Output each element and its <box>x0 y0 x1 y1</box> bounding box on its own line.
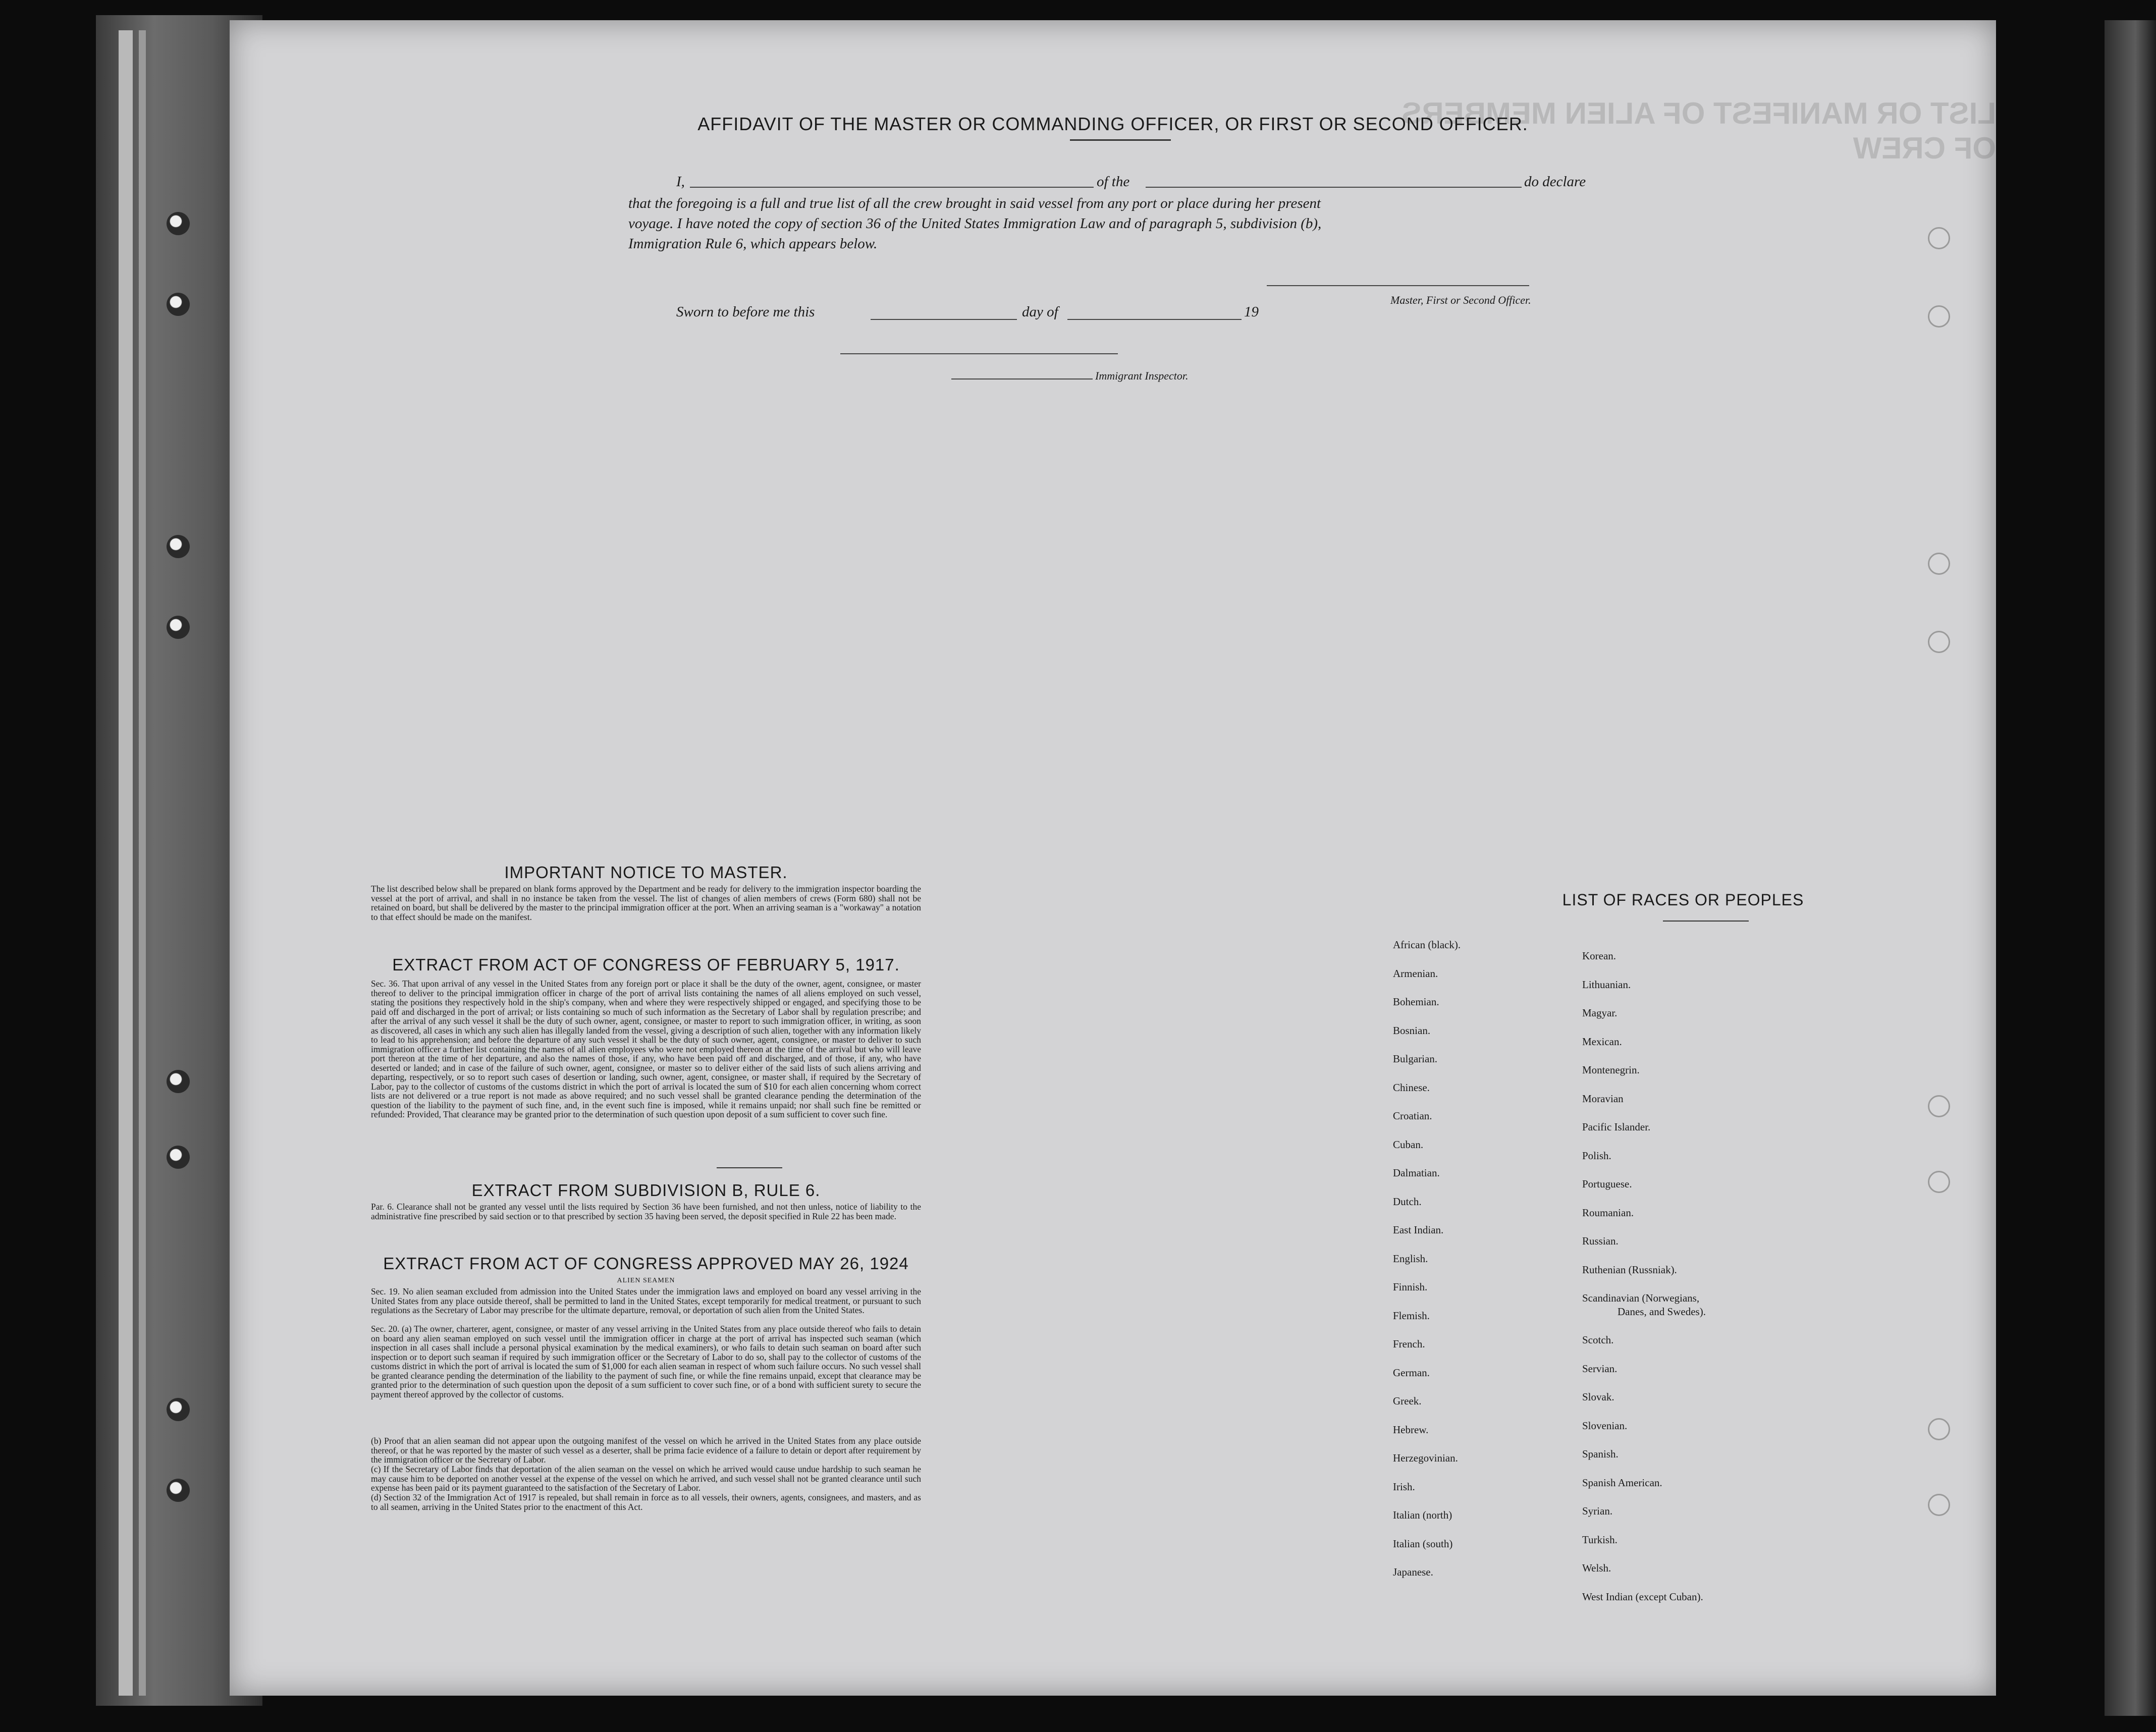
race-item: Slovenian. <box>1582 1419 1628 1432</box>
race-item: Korean. <box>1582 950 1616 962</box>
binder-hole-icon <box>167 1146 190 1169</box>
race-item: Syrian. <box>1582 1505 1613 1517</box>
race-item: West Indian (except Cuban). <box>1582 1590 1703 1603</box>
race-item: Herzegovinian. <box>1393 1452 1458 1464</box>
affidavit-text-line3: voyage. I have noted the copy of section 36 of the United States Immigration Law and of paragraph 5, subdivision (b), <box>628 215 1322 232</box>
race-item: Irish. <box>1393 1480 1415 1493</box>
master-signature-field[interactable] <box>1267 285 1529 286</box>
affidavit-text-line2: that the foregoing is a full and true list of all the crew brought in said vessel from any port or place during her present <box>628 195 1321 211</box>
race-item: Flemish. <box>1393 1309 1430 1322</box>
punch-hole-icon <box>1928 631 1950 653</box>
punch-hole-icon <box>1928 305 1950 328</box>
affidavit-text-line4: Immigration Rule 6, which appears below. <box>628 236 878 252</box>
race-item: Russian. <box>1582 1235 1619 1247</box>
race-item: Bulgarian. <box>1393 1053 1438 1065</box>
race-item: Roumanian. <box>1582 1206 1634 1219</box>
binder-hole-icon <box>167 535 190 558</box>
extract-1917-text: Sec. 36. That upon arrival of any vessel in the United States from any foreign port or place it shall be the duty of the owner, agent, consignee, or master thereof to deliver to the principal immigration officer in charge of the port of arrival lists containing the names of all aliens employed on such vessel, stating the positions they respectively hold in the ship's company, when and where they were respectively shipped or engaged, and specifying those to be paid off and discharged in the port of arrival; or lists containing so much of such information as the Secretary of Labor shall by regulation prescribe; and after the arrival of any such vessel it shall be the duty of such owner, agent, consignee, or master to report to such immigration officer, in writing, as soon as discovered, all cases in which any such alien has illegally landed from the vessel, giving a description of such alien, together with any information likely to lead to his apprehension; and before the departure of any such vessel it shall be the duty of such owner, agent, consignee, or master to deliver to such immigration officer a further list containing the names of all alien employees who were not employed thereon at the time of the arrival but who will leave port thereon at the time of her departure, and also the names of those, if any, who have been paid off and discharged, and of those, if any, who have deserted or landed; and in case of the failure of such owner, agent, consignee, or master so to deliver either of the said lists of such aliens arriving and departing, respectively, or so to report such cases of desertion or landing, such owner, agent, consignee, or master shall, if required by the Secretary of Labor, pay to the collector of customs of the customs district in which the port of arrival is located the sum of $10 for each alien concerning whom correct lists are not delivered or a true report is not made as above required; and no such vessel shall be granted clearance pending the determination of the question of the liability to the payment of such fine, and, in the event such fine is imposed, while it remains unpaid; nor shall such fine be remitted or refunded: Provided, That clearance may be granted prior to the determination of such question upon deposit of a sum sufficient to cover such fine. <box>371 979 921 1119</box>
race-item: German. <box>1393 1366 1430 1379</box>
name-field[interactable] <box>690 187 1094 188</box>
race-item: French. <box>1393 1338 1425 1350</box>
sworn-label: Sworn to before me this <box>676 304 815 320</box>
sworn-day-field[interactable] <box>871 319 1017 320</box>
affidavit-i-label: I, <box>676 174 685 190</box>
race-item: Finnish. <box>1393 1281 1428 1293</box>
race-item: Lithuanian. <box>1582 978 1631 991</box>
binder-page-edge-2 <box>139 30 146 1696</box>
divider <box>717 1167 782 1168</box>
race-item: Italian (north) <box>1393 1509 1452 1521</box>
race-item: Polish. <box>1582 1149 1611 1162</box>
race-item: Scotch. <box>1582 1334 1614 1346</box>
race-item: Bosnian. <box>1393 1024 1431 1037</box>
punch-hole-icon <box>1928 227 1950 249</box>
race-item: Danes, and Swedes). <box>1618 1305 1706 1318</box>
sworn-month-field[interactable] <box>1067 319 1242 320</box>
race-item: Magyar. <box>1582 1007 1618 1019</box>
extract-1917-title: EXTRACT FROM ACT OF CONGRESS OF FEBRUARY 5, 1917. <box>392 955 900 974</box>
year-prefix-label: 19 <box>1244 304 1259 320</box>
race-item: Dalmatian. <box>1393 1167 1440 1179</box>
race-item: Slovak. <box>1582 1391 1614 1403</box>
inspector-signature-field-1[interactable] <box>840 353 1118 354</box>
extract-1924-sec20d: (d) Section 32 of the Immigration Act of 1917 is repealed, but shall remain in force as to all vessels, their owners, agents, consignees, and masters, and as to all seamen, arriving in the United States prior to the enactment of this Act. <box>371 1492 921 1512</box>
race-item: Italian (south) <box>1393 1537 1453 1550</box>
master-signature-label: Master, First or Second Officer. <box>1390 294 1531 306</box>
do-declare-label: do declare <box>1524 174 1586 190</box>
binder-hole-icon <box>167 212 190 235</box>
race-item: Greek. <box>1393 1395 1422 1407</box>
race-item: Bohemian. <box>1393 996 1439 1008</box>
facing-page-edge <box>2105 20 2156 1716</box>
day-of-label: day of <box>1022 304 1058 320</box>
binder-hole-icon <box>167 1398 190 1421</box>
punch-hole-icon <box>1928 1418 1950 1440</box>
inspector-label: Immigrant Inspector. <box>1095 369 1189 382</box>
race-item: Portuguese. <box>1582 1178 1632 1190</box>
race-item: Spanish. <box>1582 1448 1619 1460</box>
race-item: Japanese. <box>1393 1566 1433 1578</box>
extract-rule6-title: EXTRACT FROM SUBDIVISION B, RULE 6. <box>471 1181 821 1200</box>
race-item: Welsh. <box>1582 1562 1611 1574</box>
race-item: Chinese. <box>1393 1081 1430 1094</box>
bleed-through-text: LIST OR MANIFEST OF ALIEN MEMBERS OF CREW <box>1402 96 1996 165</box>
punch-hole-icon <box>1928 1171 1950 1193</box>
divider <box>1663 921 1749 922</box>
notice-title: IMPORTANT NOTICE TO MASTER. <box>504 863 788 882</box>
binder-hole-icon <box>167 616 190 639</box>
vessel-field[interactable] <box>1146 187 1522 188</box>
race-item: Mexican. <box>1582 1035 1622 1048</box>
of-the-label: of the <box>1097 174 1130 190</box>
race-item: Armenian. <box>1393 967 1438 980</box>
extract-1924-subtitle: ALIEN SEAMEN <box>617 1277 675 1284</box>
affidavit-title: AFFIDAVIT OF THE MASTER OR COMMANDING OFFICER, OR FIRST OR SECOND OFFICER. <box>697 114 1528 134</box>
extract-1924-title: EXTRACT FROM ACT OF CONGRESS APPROVED MAY 26, 1924 <box>383 1254 909 1273</box>
extract-1924-sec20b: (b) Proof that an alien seaman did not appear upon the outgoing manifest of the vessel on which he arrived in the United States from any place outside thereof, or that he was reported by the master of such vessel as a deserter, shall be prima facie evidence of a failure to detain or deport after requirement by the immigration officer or the Secretary of Labor. <box>371 1436 921 1465</box>
race-item: East Indian. <box>1393 1224 1444 1236</box>
divider <box>1070 139 1171 141</box>
punch-hole-icon <box>1928 1095 1950 1117</box>
race-item: Dutch. <box>1393 1195 1422 1208</box>
extract-rule6-text: Par. 6. Clearance shall not be granted any vessel until the lists required by Section 36 have been furnished, and not then unless, notice of liability to the administrative fine prescribed by said section or to that prescribed by section 35 having been served, the deposit specified in Rule 22 has been made. <box>371 1202 921 1221</box>
manifest-page <box>230 20 1996 1696</box>
binder-page-edge <box>119 30 133 1696</box>
race-item: Ruthenian (Russniak). <box>1582 1263 1677 1276</box>
extract-1924-sec20c: (c) If the Secretary of Labor finds that deportation of the alien seaman on the vessel on which he arrived would cause undue hardship to such seaman he may cause him to be deported on another vessel at the expense of the vessel on which he arrived, and such vessel shall not be granted clearance until such expense has been paid or its payment guaranteed to the satisfaction of the Secretary of Labor. <box>371 1464 921 1493</box>
race-item: English. <box>1393 1252 1428 1265</box>
race-item: Cuban. <box>1393 1138 1424 1151</box>
notice-text: The list described below shall be prepared on blank forms approved by the Department and be ready for delivery to the immigration inspector boarding the vessel at the port of arrival, and shall in no instance be taken from the vessel. The list of changes of alien members of crews (Form 680) shall not be retained on board, but shall be delivered by the master to the principal immigration officer at the port. When an arriving seaman is a "workaway" a notation to that effect should be made on the manifest. <box>371 884 921 922</box>
binder-hole-icon <box>167 1479 190 1502</box>
punch-hole-icon <box>1928 553 1950 575</box>
race-item: Turkish. <box>1582 1533 1618 1546</box>
punch-hole-icon <box>1928 1494 1950 1516</box>
race-item: Montenegrin. <box>1582 1064 1640 1076</box>
race-item: Hebrew. <box>1393 1423 1429 1436</box>
race-item: Spanish American. <box>1582 1476 1662 1489</box>
binder-hole-icon <box>167 293 190 316</box>
race-item: Moravian <box>1582 1092 1624 1105</box>
race-item: Servian. <box>1582 1362 1618 1375</box>
inspector-signature-field-2[interactable] <box>951 378 1093 380</box>
extract-1924-sec19: Sec. 19. No alien seaman excluded from admission into the United States under the immigration laws and employed on board any vessel arriving in the United States from any place outside thereof, shall be permitted to land in the United States, except temporarily for medical treatment, or pursuant to such regulations as the Secretary of Labor may prescribe for the ultimate departure, removal, or deportation of such alien from the United States. <box>371 1286 921 1315</box>
races-title: LIST OF RACES OR PEOPLES <box>1562 891 1804 909</box>
binder-hole-icon <box>167 1070 190 1093</box>
race-item: Scandinavian (Norwegians, <box>1582 1292 1700 1304</box>
race-item: Croatian. <box>1393 1110 1432 1122</box>
race-item: African (black). <box>1393 939 1461 951</box>
extract-1924-sec20a: Sec. 20. (a) The owner, charterer, agent, consignee, or master of any vessel arriving in the United States from any place outside thereof who fails to detain on board any alien seaman employed on such vessel until the immigration officer in charge at the port of arrival has inspected such seaman (which inspection in all cases shall include a personal physical examination by the medical examiners), or who fails to detain such seaman on board after such inspection or to deport such seaman if required by such immigration officer or the Secretary of Labor to do so, shall pay to the collector of customs of the customs district in which the port of arrival is located the sum of $1,000 for each alien seaman in respect of whom such failure occurs. No such vessel shall be granted clearance pending the determination of the liability to the payment of such fine, or while the fine remains unpaid, except that clearance may be granted prior to the determination of such question upon the deposit of a sum sufficient to cover such fine, or of a bond with sufficient surety to secure the payment thereof approved by the collector of customs. <box>371 1324 921 1399</box>
race-item: Pacific Islander. <box>1582 1121 1651 1133</box>
